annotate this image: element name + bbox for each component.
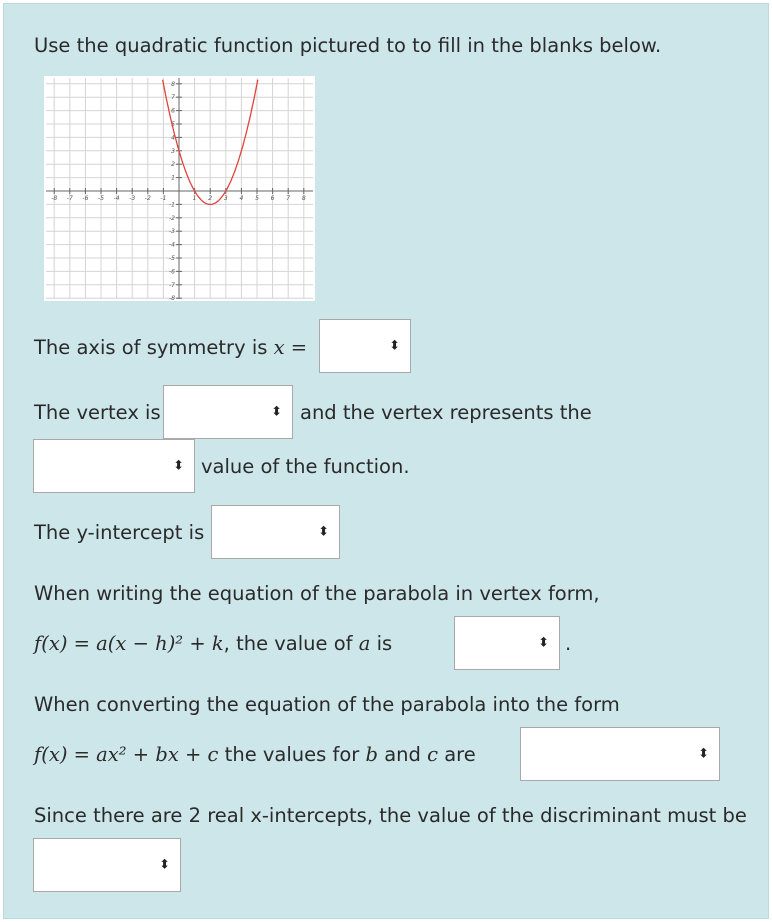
x-tick-label: -8 <box>51 195 58 202</box>
y-tick-label: 5 <box>171 121 175 128</box>
x-tick-label: 4 <box>239 195 244 202</box>
a-value-dropdown[interactable] <box>454 616 560 670</box>
value-suffix: value of the function. <box>201 455 410 478</box>
y-tick-label: -3 <box>169 228 175 236</box>
y-tick-label: -2 <box>169 214 175 222</box>
y-tick-label: -4 <box>169 241 175 249</box>
vertex-form-line: f(x) = a(x − h)² + k, the value of a is <box>34 632 393 655</box>
x-tick-label: 5 <box>255 195 259 202</box>
x-tick-label: -1 <box>160 195 167 202</box>
x-tick-label: -2 <box>144 195 151 202</box>
yint-label: The y-intercept is <box>34 521 205 544</box>
x-tick-label: -6 <box>82 195 89 202</box>
dropdown-arrow-icon: ⬍ <box>271 404 282 420</box>
question-intro: Use the quadratic function pictured to to fill in the blanks below. <box>34 34 662 57</box>
standard-form-intro: When converting the equation of the parabola into the form <box>34 693 620 716</box>
parabola-graph <box>44 76 315 301</box>
vertex-label: The vertex is <box>34 401 161 424</box>
question-panel <box>3 3 769 919</box>
bc-values-dropdown[interactable] <box>520 727 720 781</box>
dropdown-arrow-icon: ⬍ <box>698 746 709 762</box>
y-tick-label: 3 <box>171 147 175 155</box>
y-tick-label: 8 <box>171 80 175 88</box>
axis-dropdown[interactable] <box>319 319 411 373</box>
x-tick-label: -7 <box>66 195 73 202</box>
value-type-dropdown[interactable] <box>33 439 195 493</box>
dropdown-arrow-icon: ⬍ <box>389 338 400 354</box>
y-tick-label: -7 <box>169 281 175 289</box>
standard-form-line: f(x) = ax² + bx + c the values for b and c are <box>34 743 476 766</box>
x-tick-label: 7 <box>286 195 291 202</box>
y-tick-label: -1 <box>169 201 175 209</box>
y-tick-label: 1 <box>171 174 175 182</box>
x-tick-label: -5 <box>98 195 104 202</box>
y-tick-label: -5 <box>169 255 175 262</box>
dropdown-arrow-icon: ⬍ <box>318 524 329 540</box>
x-tick-label: 3 <box>223 195 228 202</box>
x-tick-label: 8 <box>301 195 306 202</box>
dropdown-arrow-icon: ⬍ <box>159 857 170 873</box>
x-tick-label: 1 <box>192 195 197 202</box>
vertex-form-intro: When writing the equation of the parabola in vertex form, <box>34 582 600 605</box>
x-tick-label: -3 <box>129 195 136 202</box>
y-tick-label: 4 <box>171 134 175 142</box>
x-tick-label: 6 <box>270 195 275 202</box>
discriminant-text: Since there are 2 real x-intercepts, the value of the discriminant must be <box>34 804 747 827</box>
x-tick-label: -4 <box>113 195 120 202</box>
graph-svg <box>44 76 315 301</box>
vertex-suffix: and the vertex represents the <box>300 401 592 424</box>
y-tick-label: -6 <box>169 268 175 276</box>
axis-label: The axis of symmetry is x = <box>34 336 308 359</box>
x-tick-label: 2 <box>208 195 213 202</box>
dropdown-arrow-icon: ⬍ <box>538 635 549 651</box>
y-tick-label: -8 <box>169 295 175 301</box>
vertex-form-period: . <box>565 632 572 655</box>
vertex-dropdown[interactable] <box>163 385 293 439</box>
discriminant-dropdown[interactable] <box>33 838 181 892</box>
y-tick-label: 6 <box>171 107 175 115</box>
y-tick-label: 2 <box>171 161 175 169</box>
yint-dropdown[interactable] <box>211 505 340 559</box>
dropdown-arrow-icon: ⬍ <box>173 458 184 474</box>
y-tick-label: 7 <box>171 94 175 102</box>
